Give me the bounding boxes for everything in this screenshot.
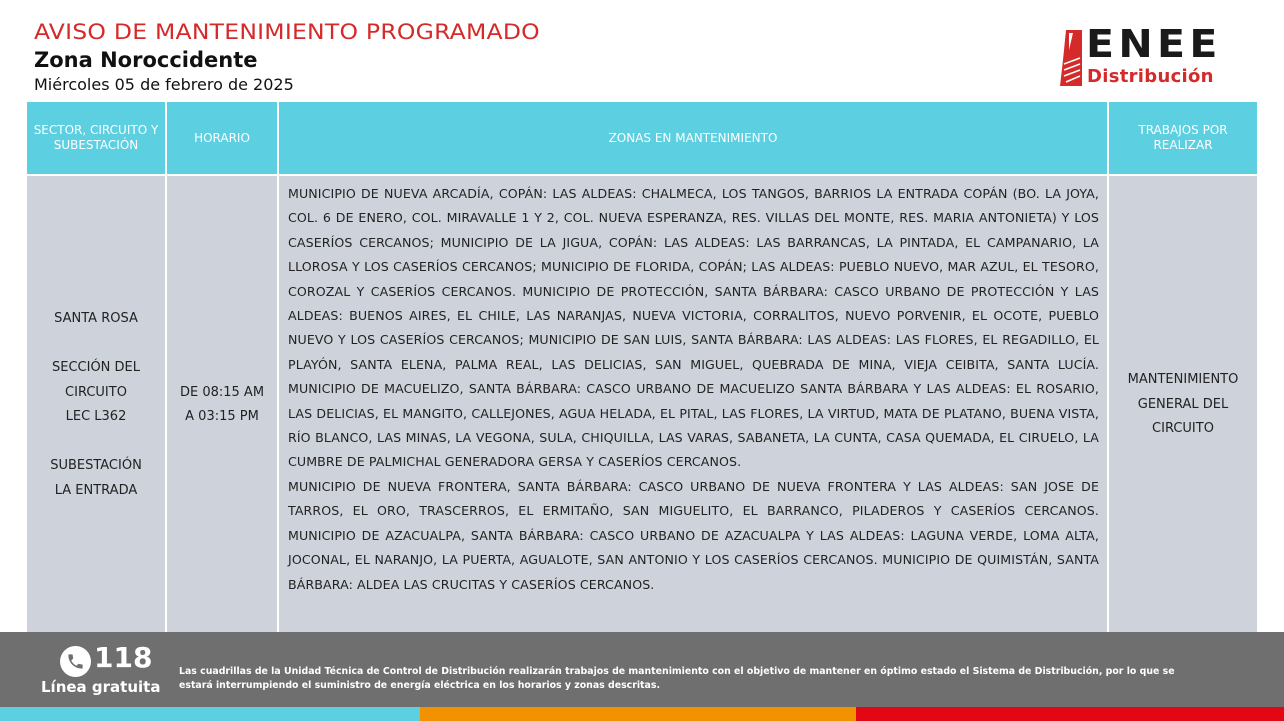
logo-brand: ENEE	[1086, 22, 1222, 66]
zones-paragraph: MUNICIPIO DE NUEVA ARCADÍA, COPÁN: LAS ALDEAS: CHALMECA, LOS TANGOS, BARRIOS LA ENTRADA COPÁN (BO. LA JOYA, COL. 6 DE ENERO, COL. MIRAVALLE 1 Y 2, COL. NUEVA ESPERANZA, RES. VILLAS DEL MONTE, RES. MARIA ANTONIETA) Y LOS CASERÍOS CERCANOS; MUNICIPIO DE LA JIGUA, COPÁN: LAS ALDEAS: LAS BARRANCAS, LA PINTADA, EL CAMPANARIO, LA LLOROSA Y LOS CASERÍOS CERCANOS; MUNICIPIO DE FLORIDA, COPÁN; LAS ALDEAS: PUEBLO NUEVO, MAR AZUL, EL TESORO, COROZAL Y CASERÍOS CERCANOS. MUNICIPIO DE PROTECCIÓN, SANTA BÁRBARA: CASCO URBANO DE PROTECCIÓN Y LAS ALDEAS: BUENOS AIRES, EL CHILE, LAS NARANJAS, NUEVA VICTORIA, CORRALITOS, NUEVO PORVENIR, EL OCOTE, PUEBLO NUEVO Y LOS CASERÍOS CERCANOS; MUNICIPIO DE SAN LUIS, SANTA BÁRBARA: LAS ALDEAS: LAS FLORES, EL REGADILLO, EL PLAYÓN, SANTA ELENA, PALMA REAL, LAS DELICIAS, SAN MIGUEL, QUEBRADA DE MINA, VIEJA CEIBITA, SANTA LUCÍA. MUNICIPIO DE MACUELIZO, SANTA BÁRBARA: CASCO URBANO DE MACUELIZO SANTA BÁRBARA Y LAS ALDEAS: EL ROSARIO, LAS DELICIAS, EL MANGITO, CALLEJONES, AGUA HELADA, EL PITAL, LAS FLORES, LA VIRTUD, MATA DE PLATANO, BUENA VISTA, RÍO BLANCO, LAS MINAS, LA VEGONA, SULA, CHIQUILLA, LAS VARAS, SABANETA, LA CUNTA, CASA QUEMADA, EL CIRUELO, LA CUMBRE DE PALMICHAL GENERADORA GERSA Y CASERÍOS CERCANOS.	[288, 186, 1099, 470]
cell-sector	[26, 175, 166, 635]
cell-trabajos	[1108, 175, 1258, 635]
footer-note-line: estará interrumpiendo el suministro de energía eléctrica en los horarios y zonas descritas.	[179, 680, 661, 691]
hotline-label: Línea gratuita	[41, 678, 161, 696]
header-zonas: ZONAS EN MANTENIMIENTO	[278, 101, 1108, 175]
color-bar-orange	[420, 707, 856, 721]
header-trabajos: TRABAJOS POR REALIZAR	[1108, 101, 1258, 175]
header-sector: SECTOR, CIRCUITO Y SUBESTACIÓN	[26, 101, 166, 175]
circuit-code: LEC L362	[65, 409, 127, 424]
work-description: CIRCUITO	[1152, 421, 1214, 437]
table-row	[26, 175, 1258, 635]
circuit-label: CIRCUITO	[65, 384, 127, 400]
substation-label: SUBESTACIÓN	[50, 458, 142, 473]
tower-logo-icon	[1060, 30, 1082, 86]
zone-title: Zona Noroccidente	[34, 48, 258, 72]
table-header-row	[26, 101, 1258, 175]
color-bar-cyan	[0, 707, 420, 721]
cell-zonas	[278, 175, 1108, 635]
notice-date: Miércoles 05 de febrero de 2025	[34, 75, 294, 94]
footer-banner	[0, 632, 1284, 707]
schedule-end: A 03:15 PM	[185, 409, 259, 424]
sector-name: SANTA ROSA	[54, 311, 138, 326]
color-bar-red	[856, 707, 1284, 721]
notice-title: AVISO DE MANTENIMIENTO PROGRAMADO	[34, 20, 540, 44]
hotline-block	[40, 638, 170, 702]
header-horario: HORARIO	[166, 101, 278, 175]
footer-note	[179, 665, 1274, 693]
work-description: GENERAL DEL	[1137, 396, 1229, 412]
logo-subtitle: Distribución	[1087, 66, 1214, 87]
maintenance-table	[25, 100, 1259, 636]
phone-icon	[60, 646, 91, 677]
zones-paragraph: MUNICIPIO DE NUEVA FRONTERA, SANTA BÁRBARA: CASCO URBANO DE NUEVA FRONTERA Y LAS ALDEAS: SAN JOSE DE TARROS, EL ORO, TRASCERROS, EL ERMITAÑO, SAN MIGUELITO, EL BARRANCO, PILADEROS Y CASERÍOS CERCANOS. MUNICIPIO DE AZACUALPA, SANTA BÁRBARA: CASCO URBANO DE AZACUALPA Y LAS ALDEAS: LAGUNA VERDE, LOMA ALTA, JOCONAL, EL NARANJO, LA PUERTA, AGUALOTE, SAN ANTONIO Y LOS CASERÍOS CERCANOS. MUNICIPIO DE QUIMISTÁN, SANTA BÁRBARA: ALDEA LAS CRUCITAS Y CASERÍOS CERCANOS.	[288, 478, 1099, 592]
hotline-number: 118	[94, 641, 153, 674]
schedule-start: DE 08:15 AM	[179, 384, 265, 400]
substation-name: LA ENTRADA	[54, 482, 138, 498]
cell-horario	[166, 175, 278, 635]
enee-logo	[1060, 22, 1250, 90]
footer-note-line: Las cuadrillas de la Unidad Técnica de Control de Distribución realizarán trabajos de mantenimiento con el objetivo de mantener en óptimo estado el Sistema de Distribución, por lo que se	[179, 666, 1175, 677]
circuit-label: SECCIÓN DEL	[51, 360, 140, 375]
work-description: MANTENIMIENTO	[1127, 372, 1239, 388]
